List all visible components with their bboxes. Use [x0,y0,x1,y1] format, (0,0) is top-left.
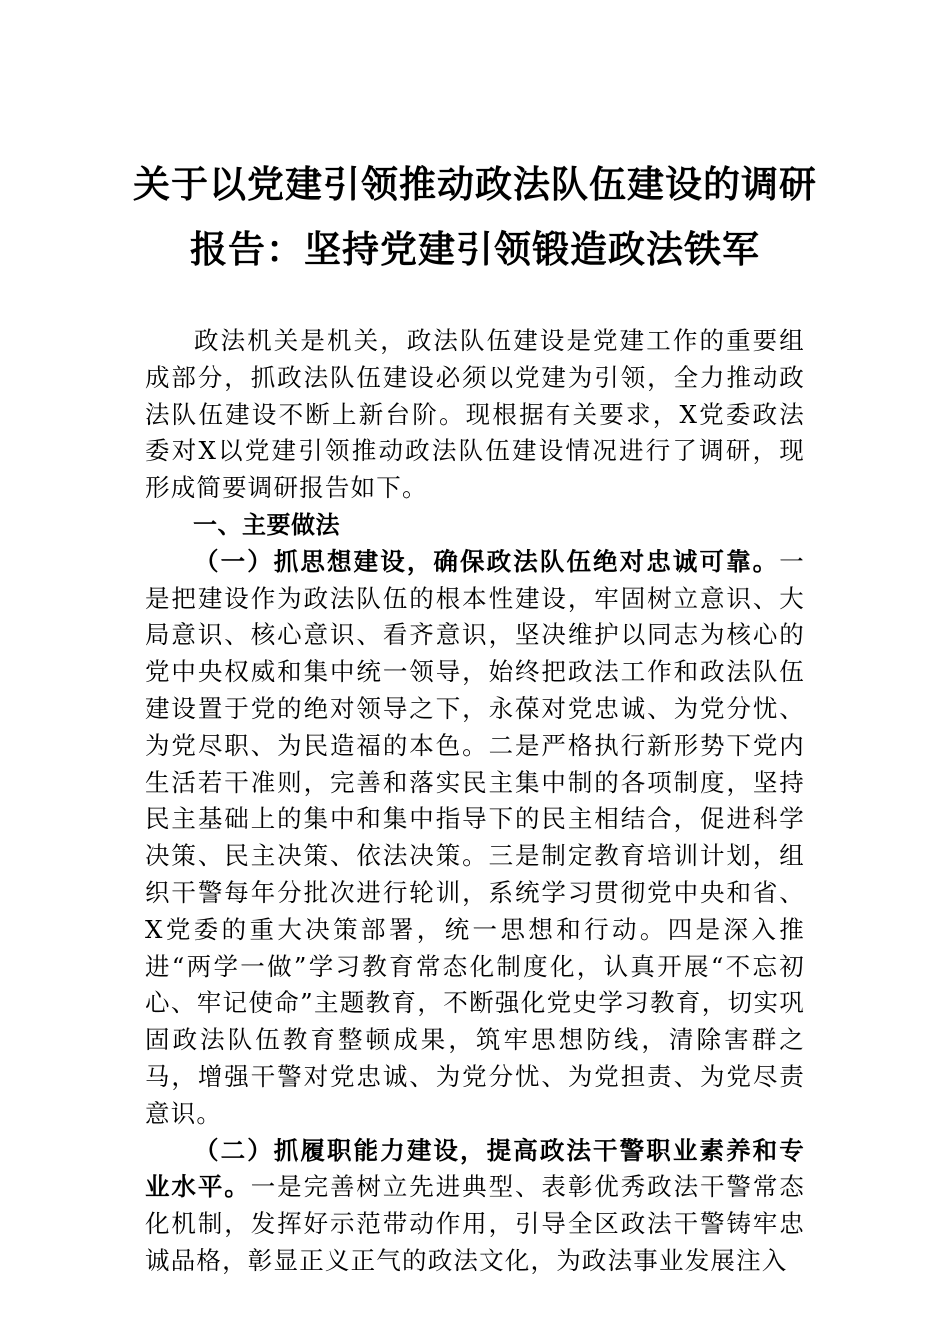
item-1-lead: （一）抓思想建设，确保政法队伍绝对忠诚可靠。 [194,546,780,576]
item-2-text: 一是完善树立先进典型、表彰优秀政法干警常态化机制，发挥好示范带动作用，引导全区政法干警铸牢忠诚品格，彰显正义正气的政法文化，为政法事业发展注入 [145,1172,805,1275]
document-body [145,323,805,1280]
item-1-paragraph [145,544,805,1133]
title-line-2: 报告：坚持党建引领锻造政法铁军 [190,227,760,271]
title-line-1: 关于以党建引领推动政法队伍建设的调研 [133,162,817,206]
item-1-text: 一是把建设作为政法队伍的根本性建设，牢固树立意识、大局意识、核心意识、看齐意识，坚决维护以同志为核心的党中央权威和集中统一领导，始终把政法工作和政法队伍建设置于党的绝对领导之下，永葆对党忠诚、为党分忧、为党尽职、为民造福的本色。二是严格执行新形势下党内生活若干准则，完善和落实民主集中制的各项制度，坚持民主基础上的集中和集中指导下的民主相结合，促进科学决策、民主决策、依法决策。三是制定教育培训计划，组织干警每年分批次进行轮训，系统学习贯彻党中央和省、X党委的重大决策部署，统一思想和行动。四是深入推进“两学一做”学习教育常态化制度化，认真开展“不忘初心、牢记使命”主题教育，不断强化党史学习教育，切实巩固政法队伍教育整顿成果，筑牢思想防线，清除害群之马，增强干警对党忠诚、为党分忧、为党担责、为党尽责意识。 [145,546,805,1128]
document-title [120,152,830,282]
item-2-lead: （二）抓履职能力建设，提高政法干警职业素养和专业水平。 [145,1135,805,1202]
section-heading-main-practices: 一、主要做法 [193,510,340,539]
item-2-paragraph [145,1133,805,1280]
intro-paragraph: 政法机关是机关，政法队伍建设是党建工作的重要组成部分，抓政法队伍建设必须以党建为引领，全力推动政法队伍建设不断上新台阶。现根据有关要求，X党委政法委对X以党建引领推动政法队伍建设情况进行了调研，现形成简要调研报告如下。 [145,326,805,503]
